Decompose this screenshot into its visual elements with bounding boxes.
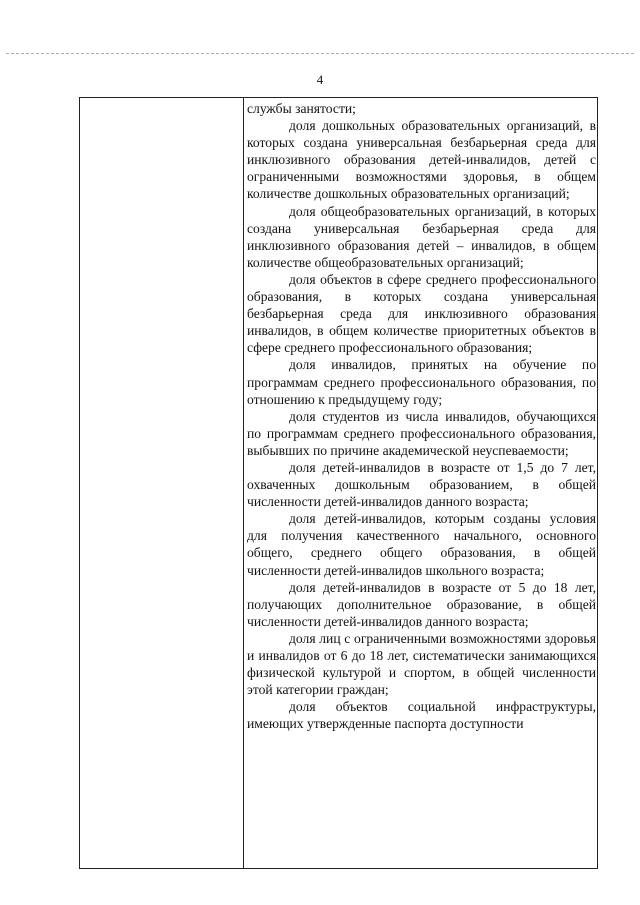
page-top-dashed-line — [6, 53, 634, 54]
paragraph: доля студентов из числа инвалидов, обучающихся по программам среднего профессионального образования, выбывших по причине академической неуспеваемости; — [247, 408, 596, 458]
table-content-cell — [247, 100, 596, 732]
paragraph: доля объектов социальной инфраструктуры, имеющих утвержденные паспорта доступности — [247, 699, 596, 732]
paragraph: доля дошкольных образовательных организаций, в которых создана универсальная безбарьерная среда для инклюзивного образования детей-инвалидов, детей с ограниченными возможностями здоровья, в общем количестве дошкольных образовательных организаций; — [247, 118, 596, 202]
paragraph: доля инвалидов, принятых на обучение по программам среднего профессионального образования, по отношению к предыдущему году; — [247, 357, 596, 407]
table-column-divider — [243, 98, 244, 868]
paragraph: доля детей-инвалидов в возрасте от 1,5 до 7 лет, охваченных дошкольным образованием, в общей численности детей-инвалидов данного возраста; — [247, 459, 596, 510]
paragraph: доля лиц с ограниченными возможностями здоровья и инвалидов от 6 до 18 лет, систематически занимающихся физической культурой и спортом, в общей численности этой категории граждан; — [247, 630, 596, 698]
paragraph: доля объектов в сфере среднего профессионального образования, в которых создана универсальная безбарьерная среда для инклюзивного образования инвалидов, в общем количестве приоритетных объектов в сфере среднего профессионального образования; — [247, 271, 596, 356]
paragraph: доля детей-инвалидов, которым созданы условия для получения качественного начального, основного общего, среднего общего образования, в общей численности детей-инвалидов школьного возраста; — [247, 511, 596, 578]
paragraph: службы занятости; — [247, 101, 356, 116]
paragraph: доля детей-инвалидов в возрасте от 5 до 18 лет, получающих дополнительное образование, в общей численности детей-инвалидов данного возраста; — [247, 579, 596, 629]
page-number: 4 — [316, 72, 324, 87]
document-table — [79, 97, 598, 869]
paragraph: доля общеобразовательных организаций, в которых создана универсальная безбарьерная среда для инклюзивного образования детей – инвалидов, в общем количестве общеобразовательных организаций; — [247, 203, 596, 270]
